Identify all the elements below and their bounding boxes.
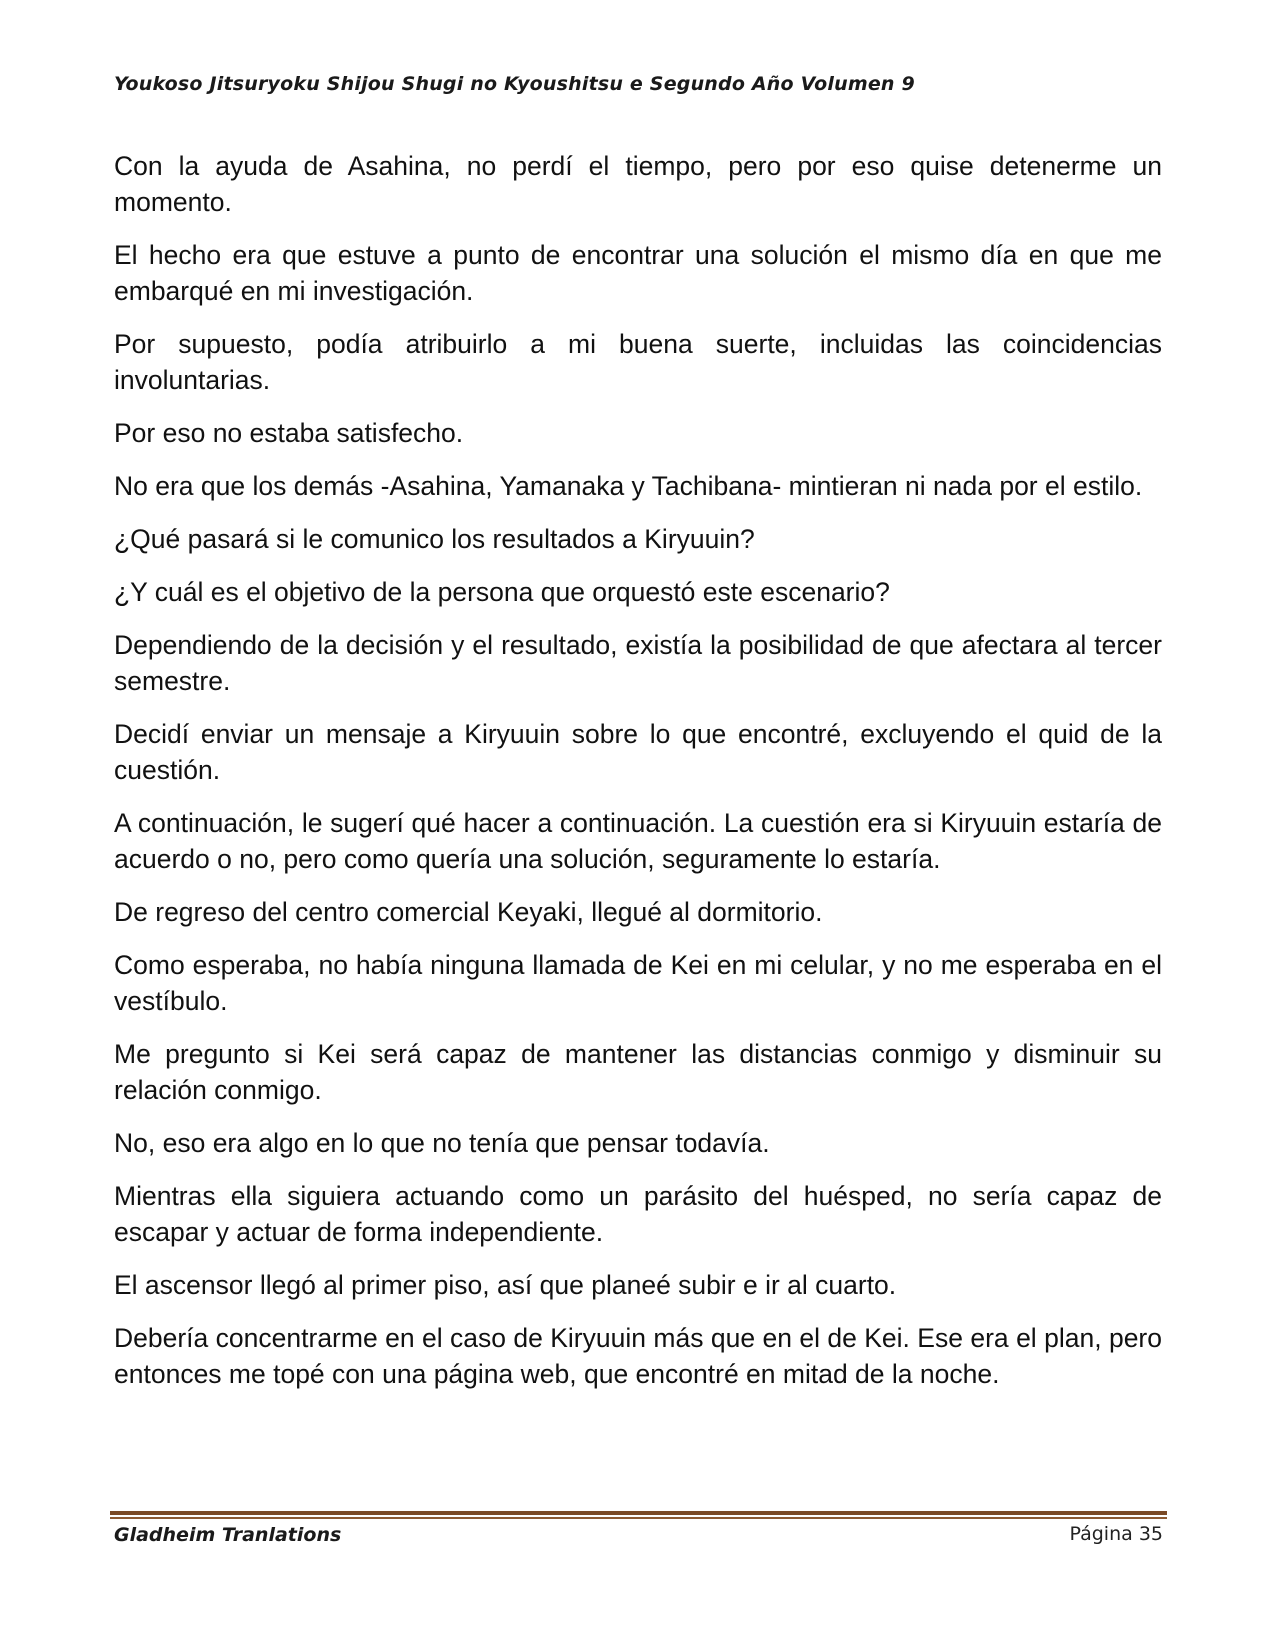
footer-page-indicator — [1069, 1523, 1163, 1545]
paragraph: De regreso del centro comercial Keyaki, llegué al dormitorio. — [114, 897, 823, 927]
paragraph: Dependiendo de la decisión y el resultado, existía la posibilidad de que afectara al tercer semestre. — [114, 630, 1162, 696]
paragraph: A continuación, le sugerí qué hacer a continuación. La cuestión era si Kiryuuin estaría de acuerdo o no, pero como quería una solución, seguramente lo estaría. — [114, 808, 1162, 874]
running-header-title: Youkoso Jitsuryoku Shijou Shugi no Kyoushitsu e Segundo Año Volumen 9 — [114, 73, 915, 95]
paragraph: No era que los demás -Asahina, Yamanaka y Tachibana- mintieran ni nada por el estilo. — [114, 471, 1143, 501]
paragraph: Decidí enviar un mensaje a Kiryuuin sobre lo que encontré, excluyendo el quid de la cuestión. — [114, 719, 1162, 785]
page-number: 35 — [1138, 1523, 1163, 1545]
paragraph: ¿Y cuál es el objetivo de la persona que orquestó este escenario? — [114, 577, 890, 607]
paragraph: No, eso era algo en lo que no tenía que pensar todavía. — [114, 1128, 770, 1158]
footer-divider — [110, 1511, 1167, 1519]
paragraph: Por supuesto, podía atribuirlo a mi buena suerte, incluidas las coincidencias involuntarias. — [114, 329, 1162, 395]
paragraph: El ascensor llegó al primer piso, así que planeé subir e ir al cuarto. — [114, 1270, 897, 1300]
paragraph: Me pregunto si Kei será capaz de mantener las distancias conmigo y disminuir su relación conmigo. — [114, 1039, 1162, 1105]
paragraph: Debería concentrarme en el caso de Kiryuuin más que en el de Kei. Ese era el plan, pero entonces me topé con una página web, que encontré en mitad de la noche. — [114, 1323, 1162, 1389]
paragraph: El hecho era que estuve a punto de encontrar una solución el mismo día en que me embarqué en mi investigación. — [114, 240, 1162, 306]
footer-divider-thin-line — [110, 1517, 1167, 1519]
page-label: Página — [1069, 1523, 1133, 1545]
footer-credit: Gladheim Tranlations — [114, 1524, 342, 1546]
body-text — [114, 148, 1162, 1409]
paragraph: Como esperaba, no había ninguna llamada de Kei en mi celular, y no me esperaba en el vestíbulo. — [114, 950, 1162, 1016]
paragraph: Mientras ella siguiera actuando como un parásito del huésped, no sería capaz de escapar y actuar de forma independiente. — [114, 1181, 1162, 1247]
footer-divider-thick-line — [110, 1511, 1167, 1515]
paragraph: ¿Qué pasará si le comunico los resultados a Kiryuuin? — [114, 524, 755, 554]
paragraph: Por eso no estaba satisfecho. — [114, 418, 464, 448]
paragraph: Con la ayuda de Asahina, no perdí el tiempo, pero por eso quise detenerme un momento. — [114, 151, 1162, 217]
